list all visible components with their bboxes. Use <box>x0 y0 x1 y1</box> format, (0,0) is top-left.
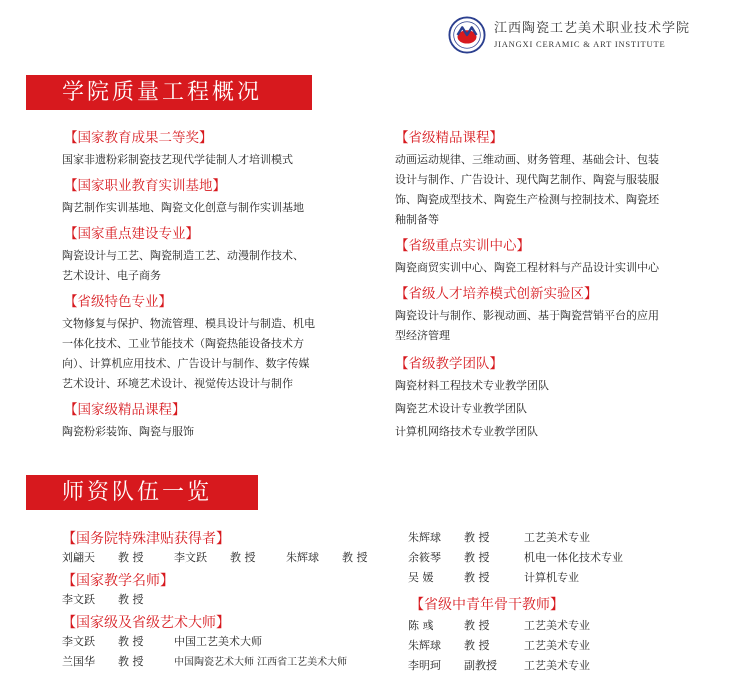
person-name: 朱辉球 <box>408 531 441 544</box>
text-line: 一体化技术、工业节能技术（陶瓷热能设备技术方 <box>62 337 304 350</box>
person-honor: 中国工艺美术大师 <box>174 635 262 648</box>
text-line: 国家非遗粉彩制瓷技艺现代学徒制人才培训模式 <box>62 153 293 166</box>
faculty-row <box>408 548 718 568</box>
text-line: 陶瓷商贸实训中心、陶瓷工程材料与产品设计实训中心 <box>395 261 659 274</box>
person-honor: 中国陶瓷艺术大师 江西省工艺美术大师 <box>174 657 348 668</box>
person-title: 教 授 <box>464 551 490 564</box>
person-name: 李明珂 <box>408 659 441 672</box>
heading-national-teaching-award: 【国家教育成果二等奖】 <box>64 130 213 146</box>
heading-national-training-base: 【国家职业教育实训基地】 <box>64 178 226 194</box>
text-line: 设计与制作、广告设计、现代陶艺制作、陶瓷与服装服 <box>395 173 659 186</box>
person-major: 工艺美术专业 <box>524 531 590 544</box>
heading-provincial-featured-majors: 【省级特色专业】 <box>64 294 172 310</box>
logo-chinese-name: 江西陶瓷工艺美术职业技术学院 <box>494 21 691 36</box>
person-major: 计算机专业 <box>524 571 579 584</box>
person-name: 朱辉球 <box>408 639 441 652</box>
heading-state-council-allowance: 【国务院特殊津贴获得者】 <box>62 531 230 547</box>
text-line: 型经济管理 <box>395 329 450 342</box>
text-line: 向）、计算机应用技术、广告设计与制作、数字传媒 <box>62 357 310 370</box>
quality-section-title: 学院质量工程概况 <box>62 80 263 105</box>
person-name: 李文跃 <box>62 635 95 648</box>
person-major: 工艺美术专业 <box>524 639 590 652</box>
person-name: 兰国华 <box>62 655 95 668</box>
quality-section-banner <box>26 75 306 110</box>
text-line: 陶瓷设计与工艺、陶瓷制造工艺、动漫制作技术、 <box>62 249 304 262</box>
institute-logo <box>448 14 718 54</box>
faculty-row <box>408 568 718 588</box>
text-line: 艺术设计、电子商务 <box>62 269 161 282</box>
faculty-section-banner <box>26 475 252 510</box>
text-line: 陶瓷材料工程技术专业教学团队 <box>395 379 549 392</box>
person-title: 教 授 <box>464 571 490 584</box>
person-title: 教 授 <box>118 655 144 668</box>
person-title: 教 授 <box>118 551 144 564</box>
text-line: 文物修复与保护、物流管理、模具设计与制造、机电 <box>62 317 315 330</box>
person-title: 教 授 <box>118 635 144 648</box>
person-title: 教 授 <box>464 531 490 544</box>
heading-national-quality-courses: 【国家级精品课程】 <box>64 402 186 418</box>
text-line: 陶艺制作实训基地、陶瓷文化创意与制作实训基地 <box>62 201 304 214</box>
heading-provincial-quality-courses: 【省级精品课程】 <box>395 130 503 146</box>
person-major: 工艺美术专业 <box>524 659 590 672</box>
person-major: 机电一体化技术专业 <box>524 551 623 564</box>
faculty-row <box>62 548 392 568</box>
heading-provincial-teaching-teams: 【省级教学团队】 <box>395 356 503 372</box>
person-title: 教 授 <box>230 551 256 564</box>
person-title: 副教授 <box>464 659 497 672</box>
heading-provincial-training-center: 【省级重点实训中心】 <box>395 238 530 254</box>
faculty-row <box>408 616 718 636</box>
text-line: 陶瓷艺术设计专业教学团队 <box>395 402 527 415</box>
text-line: 艺术设计、环境艺术设计、视觉传达设计与制作 <box>62 377 293 390</box>
text-line: 陶瓷粉彩装饰、陶瓷与服饰 <box>62 425 194 438</box>
person-name: 刘翩天 <box>62 551 95 564</box>
quality-right-column <box>395 126 715 442</box>
heading-provincial-innovation-zone: 【省级人才培养模式创新实验区】 <box>395 286 598 302</box>
person-name: 李文跃 <box>62 593 95 606</box>
faculty-row <box>408 636 718 656</box>
faculty-row <box>62 652 392 673</box>
person-major: 工艺美术专业 <box>524 619 590 632</box>
person-title: 教 授 <box>464 619 490 632</box>
heading-national-teaching-master: 【国家教学名师】 <box>62 573 174 589</box>
person-name: 朱辉球 <box>286 551 319 564</box>
faculty-row <box>408 528 718 548</box>
faculty-left-column <box>62 528 392 673</box>
faculty-row <box>62 590 392 610</box>
institute-emblem-icon <box>448 16 486 54</box>
text-line: 动画运动规律、三维动画、财务管理、基础会计、包装 <box>395 153 659 166</box>
text-line: 计算机网络技术专业教学团队 <box>395 425 538 438</box>
person-title: 教 授 <box>118 593 144 606</box>
heading-provincial-backbone-teachers: 【省级中青年骨干教师】 <box>410 597 564 613</box>
faculty-row <box>62 632 392 652</box>
text-line: 釉制备等 <box>395 213 439 226</box>
faculty-right-column <box>408 528 718 676</box>
text-line: 陶瓷设计与制作、影视动画、基于陶瓷营销平台的应用 <box>395 309 659 322</box>
faculty-section-title: 师资队伍一览 <box>62 480 213 505</box>
heading-art-masters: 【国家级及省级艺术大师】 <box>62 615 230 631</box>
logo-english-name: JIANGXI CERAMIC & ART INSTITUTE <box>494 39 666 49</box>
person-name: 吴 媛 <box>408 571 434 584</box>
person-name: 李文跃 <box>174 551 207 564</box>
quality-left-column <box>62 126 382 442</box>
person-name: 余筱琴 <box>408 551 441 564</box>
text-line: 饰、陶瓷成型技术、陶瓷生产检测与控制技术、陶瓷坯 <box>395 193 659 206</box>
heading-national-key-majors: 【国家重点建设专业】 <box>64 226 199 242</box>
faculty-row <box>408 656 718 676</box>
person-title: 教 授 <box>342 551 368 564</box>
person-name: 陈 彧 <box>408 619 434 632</box>
person-title: 教 授 <box>464 639 490 652</box>
